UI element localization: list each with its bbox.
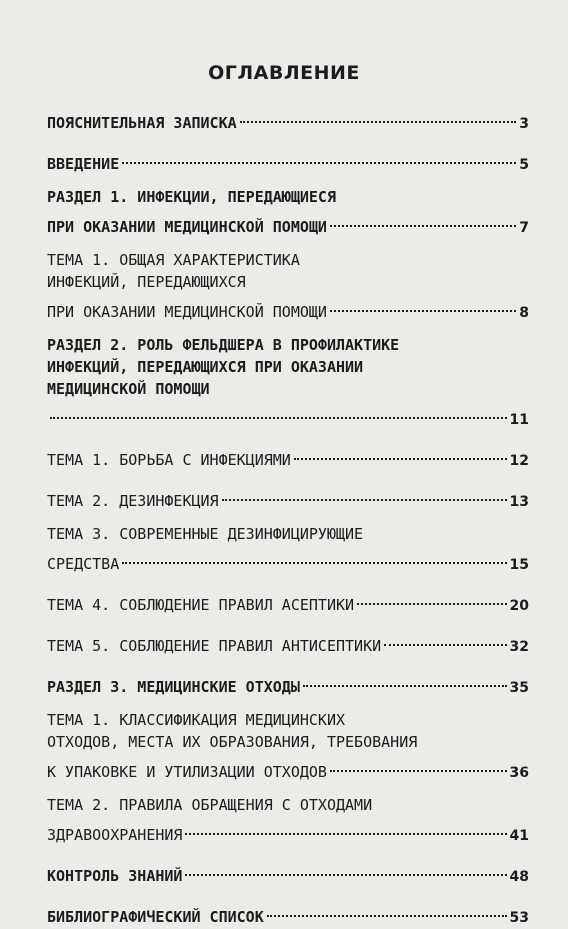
dot-leader	[330, 203, 516, 227]
dot-leader	[357, 581, 506, 605]
toc-entry-line	[47, 816, 529, 847]
toc-page-number: 7	[519, 220, 529, 236]
toc-entry-title: ЗДРАВООХРАНЕНИЯ	[47, 826, 183, 844]
toc-entry-line	[47, 482, 529, 513]
toc-entry	[47, 586, 529, 617]
toc-entry-title: СРЕДСТВА	[47, 555, 120, 573]
toc-entry	[47, 523, 529, 576]
toc-page-number: 32	[509, 639, 529, 655]
toc-entry-line	[47, 668, 529, 699]
dot-leader	[330, 748, 507, 772]
dot-leader	[330, 288, 516, 312]
toc-entry-line	[47, 400, 529, 431]
toc-page-number: 41	[509, 828, 529, 844]
dot-leader	[50, 395, 507, 419]
toc-page-number: 8	[519, 305, 529, 321]
dot-leader	[294, 436, 507, 460]
dot-leader	[222, 477, 507, 501]
toc-page-number: 48	[509, 869, 529, 885]
toc-entry	[47, 145, 529, 176]
dot-leader	[185, 811, 506, 835]
toc-entry-title: ИНФЕКЦИЙ, ПЕРЕДАЮЩИХСЯ ПРИ ОКАЗАНИИ	[47, 358, 364, 376]
toc-entry-title: РАЗДЕЛ 1. ИНФЕКЦИИ, ПЕРЕДАЮЩИЕСЯ	[47, 188, 336, 206]
toc-entry-line	[47, 293, 529, 324]
toc-entry-title: ПРИ ОКАЗАНИИ МЕДИЦИНСКОЙ ПОМОЩИ	[47, 218, 327, 236]
toc-entry	[47, 441, 529, 472]
toc-entry-title: БИБЛИОГРАФИЧЕСКИЙ СПИСОК	[47, 908, 264, 926]
dot-leader	[122, 140, 516, 164]
toc-page-number: 13	[509, 494, 529, 510]
dot-leader	[267, 893, 507, 917]
toc-entry-title: ТЕМА 5. СОБЛЮДЕНИЕ ПРАВИЛ АНТИСЕПТИКИ	[47, 637, 382, 655]
toc-entry	[47, 249, 529, 324]
toc-entry-title: РАЗДЕЛ 3. МЕДИЦИНСКИЕ ОТХОДЫ	[47, 678, 300, 696]
toc-page-number: 5	[519, 157, 529, 173]
toc-entry	[47, 104, 529, 135]
toc-page-number: 20	[509, 598, 529, 614]
toc-entry	[47, 857, 529, 888]
table-of-contents	[47, 104, 529, 929]
toc-entry-title: К УПАКОВКЕ И УТИЛИЗАЦИИ ОТХОДОВ	[47, 763, 327, 781]
toc-entry-title: ТЕМА 3. СОВРЕМЕННЫЕ ДЕЗИНФИЦИРУЮЩИЕ	[47, 525, 364, 543]
toc-entry-line	[47, 545, 529, 576]
dot-leader	[122, 540, 506, 564]
toc-page-number: 12	[509, 453, 529, 469]
toc-entry	[47, 482, 529, 513]
toc-entry-title: ИНФЕКЦИЙ, ПЕРЕДАЮЩИХСЯ	[47, 273, 246, 291]
toc-entry-title: ВВЕДЕНИЕ	[47, 155, 120, 173]
toc-entry-line	[47, 104, 529, 135]
toc-page-number: 53	[509, 910, 529, 926]
dot-leader	[240, 99, 517, 123]
toc-entry	[47, 668, 529, 699]
toc-entry-line	[47, 586, 529, 617]
toc-page-number: 3	[519, 116, 529, 132]
toc-page-number: 11	[509, 412, 529, 428]
toc-entry-title: ПОЯСНИТЕЛЬНАЯ ЗАПИСКА	[47, 114, 237, 132]
toc-entry-line	[47, 145, 529, 176]
toc-entry-line	[47, 627, 529, 658]
toc-page-number: 36	[509, 765, 529, 781]
toc-entry-title: ТЕМА 1. БОРЬБА С ИНФЕКЦИЯМИ	[47, 451, 291, 469]
dot-leader	[303, 663, 507, 687]
toc-entry-title: ПРИ ОКАЗАНИИ МЕДИЦИНСКОЙ ПОМОЩИ	[47, 303, 327, 321]
toc-entry-line	[47, 857, 529, 888]
toc-page-number: 15	[509, 557, 529, 573]
toc-entry-line	[47, 441, 529, 472]
toc-entry	[47, 898, 529, 929]
toc-entry	[47, 709, 529, 784]
toc-entry-title: ТЕМА 4. СОБЛЮДЕНИЕ ПРАВИЛ АСЕПТИКИ	[47, 596, 355, 614]
toc-entry-title: ТЕМА 2. ПРАВИЛА ОБРАЩЕНИЯ С ОТХОДАМИ	[47, 796, 373, 814]
toc-entry-title: ОТХОДОВ, МЕСТА ИХ ОБРАЗОВАНИЯ, ТРЕБОВАНИЯ	[47, 733, 418, 751]
toc-entry-title: МЕДИЦИНСКОЙ ПОМОЩИ	[47, 380, 210, 398]
toc-entry-title: ТЕМА 1. ОБЩАЯ ХАРАКТЕРИСТИКА	[47, 251, 300, 269]
page-title: ОГЛАВЛЕНИЕ	[208, 62, 360, 84]
dot-leader	[384, 622, 506, 646]
toc-entry-line	[47, 208, 529, 239]
toc-entry-title: ТЕМА 2. ДЕЗИНФЕКЦИЯ	[47, 492, 219, 510]
toc-entry-title: РАЗДЕЛ 2. РОЛЬ ФЕЛЬДШЕРА В ПРОФИЛАКТИКЕ	[47, 336, 400, 354]
dot-leader	[185, 852, 506, 876]
toc-entry	[47, 334, 529, 431]
toc-entry	[47, 627, 529, 658]
toc-entry-line	[47, 898, 529, 929]
toc-entry-title: КОНТРОЛЬ ЗНАНИЙ	[47, 867, 183, 885]
toc-page-number: 35	[509, 680, 529, 696]
toc-entry	[47, 794, 529, 847]
toc-entry-title: ТЕМА 1. КЛАССИФИКАЦИЯ МЕДИЦИНСКИХ	[47, 711, 346, 729]
toc-entry	[47, 186, 529, 239]
toc-entry-line	[47, 753, 529, 784]
